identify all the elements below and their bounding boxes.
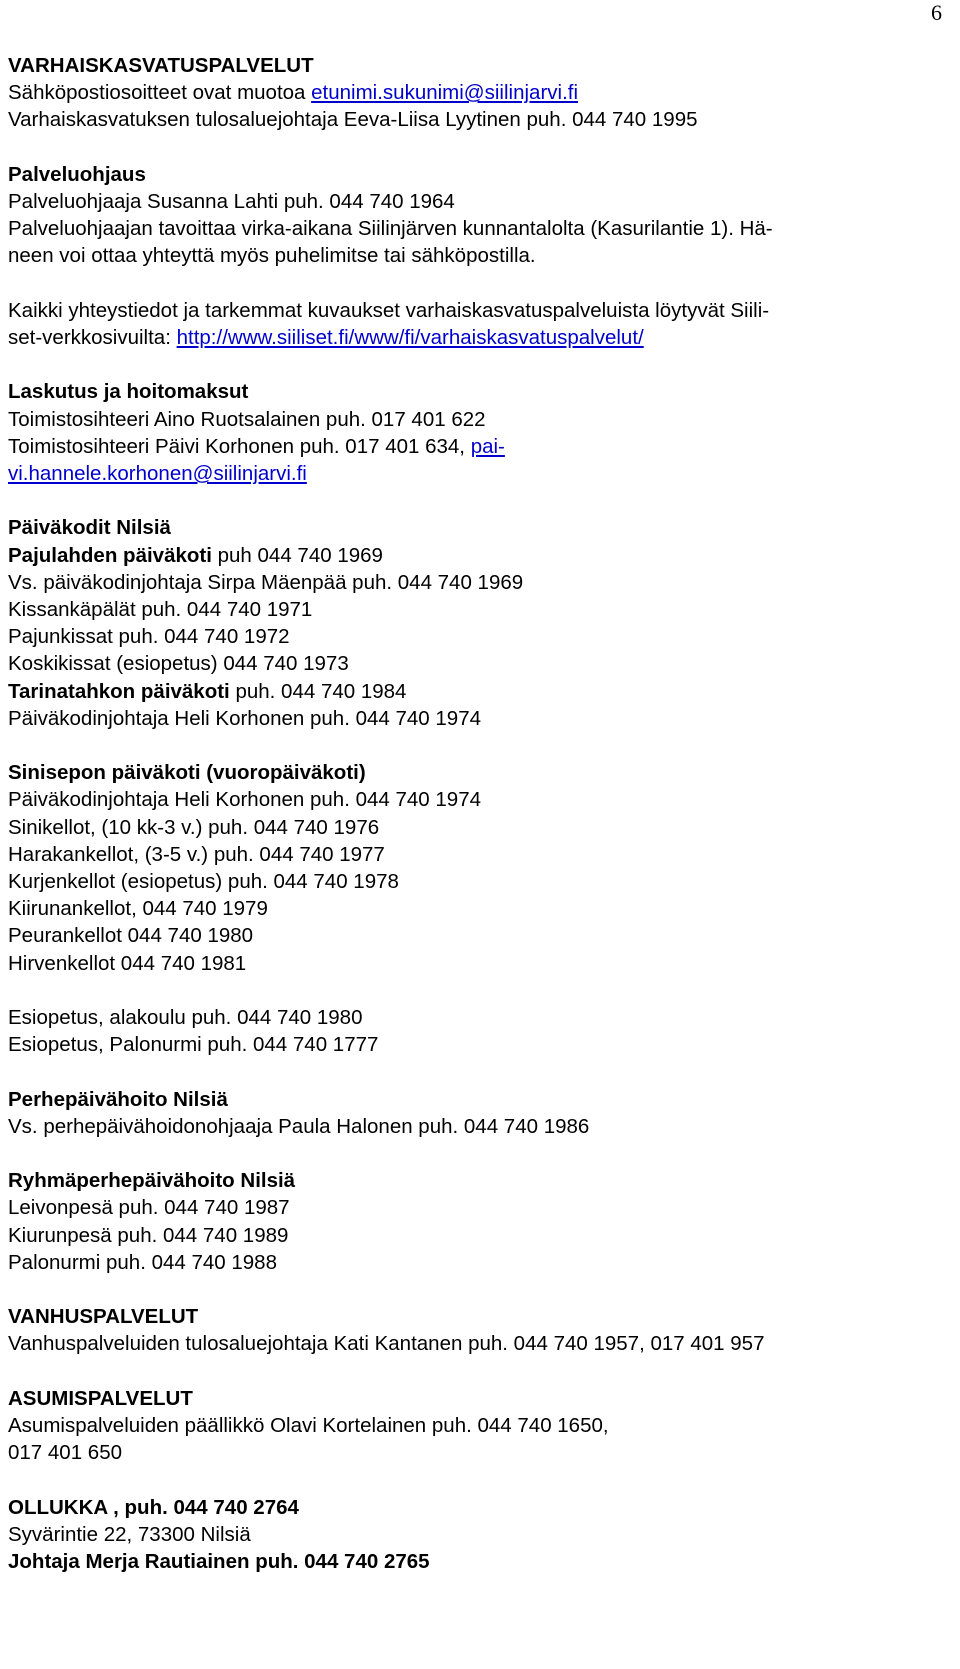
palonurmi-line: Palonurmi puh. 044 740 1988 (8, 1250, 277, 1274)
pajulahti-phone: puh 044 740 1969 (211, 543, 383, 567)
laskutus-line-2 (8, 433, 948, 460)
hirvenkellot-line: Hirvenkellot 044 740 1981 (8, 951, 247, 975)
laskutus-line-1: Toimistosihteeri Aino Ruotsalainen puh. 017 401 622 (8, 407, 486, 431)
section-heading-ryhmaperhepaivahoito: Ryhmäperhepäivähoito Nilsiä (8, 1169, 296, 1193)
pajulahti-name: Pajulahden päiväkoti (8, 543, 212, 567)
all-contacts-line-1: Kaikki yhteystiedot ja tarkemmat kuvaukset varhaiskasvatuspalveluista löytyvät Siili- (8, 298, 770, 322)
varhaiskasvatus-director: Varhaiskasvatuksen tulosaluejohtaja Eeva-Liisa Lyytinen puh. 044 740 1995 (8, 108, 698, 132)
kurjenkellot-line: Kurjenkellot (esiopetus) puh. 044 740 1978 (8, 870, 399, 894)
section-heading-palveluohjaus: Palveluohjaus (8, 162, 146, 186)
all-contacts-text: set-verkkosivuilta: (8, 326, 177, 349)
korhonen-email-link-part-2[interactable]: vi.hannele.korhonen@siilinjarvi.fi (8, 462, 307, 485)
section-heading-perhepaivahoito: Perhepäivähoito Nilsiä (8, 1087, 228, 1111)
korhonen-email-link-part-1[interactable]: pai- (470, 434, 505, 458)
kissankapalat-line: Kissankäpälät puh. 044 740 1971 (8, 598, 313, 621)
laskutus-line-2-text: Toimistosihteeri Päivi Korhonen puh. 017 401 634, (8, 434, 471, 458)
sinisepon-johtaja: Päiväkodinjohtaja Heli Korhonen puh. 044 740 1974 (8, 788, 482, 812)
tarinatahko-name: Tarinatahkon päiväkoti (8, 679, 230, 703)
document-body (8, 52, 948, 1575)
email-format-intro: Sähköpostiosoitteet ovat muotoa (8, 81, 312, 105)
page-number: 6 (931, 0, 942, 25)
kiurunpesa-line: Kiurunpesä puh. 044 740 1989 (8, 1223, 289, 1247)
section-heading-ollukka: OLLUKKA , puh. 044 740 2764 (8, 1495, 299, 1519)
section-heading-varhaiskasvatus: VARHAISKASVATUSPALVELUT (8, 54, 314, 77)
tarinatahko-line (8, 678, 948, 705)
asumispalvelut-line-2: 017 401 650 (8, 1441, 123, 1465)
ollukka-johtaja: Johtaja Merja Rautiainen puh. 044 740 2765 (8, 1550, 430, 1573)
section-heading-vanhuspalvelut: VANHUSPALVELUT (8, 1305, 199, 1329)
section-heading-laskutus: Laskutus ja hoitomaksut (8, 380, 249, 404)
tarinatahko-phone: puh. 044 740 1984 (229, 679, 407, 703)
ollukka-address: Syvärintie 22, 73300 Nilsiä (8, 1522, 251, 1546)
section-heading-asumispalvelut: ASUMISPALVELUT (8, 1386, 193, 1410)
esiopetus-palonurmi: Esiopetus, Palonurmi puh. 044 740 1777 (8, 1033, 379, 1057)
perhepaivahoito-line-1: Vs. perhepäivähoidonohjaaja Paula Halonen puh. 044 740 1986 (8, 1114, 590, 1138)
peurankellot-line: Peurankellot 044 740 1980 (8, 924, 254, 948)
website-link[interactable]: http://www.siiliset.fi/www/fi/varhaiskasvatuspalvelut/ (176, 326, 644, 349)
sinikellot-line: Sinikellot, (10 kk-3 v.) puh. 044 740 1976 (8, 815, 380, 839)
tarinatahko-johtaja: Päiväkodinjohtaja Heli Korhonen puh. 044 740 1974 (8, 706, 482, 730)
pajunkissat-line: Pajunkissat puh. 044 740 1972 (8, 625, 290, 649)
esiopetus-alakoulu: Esiopetus, alakoulu puh. 044 740 1980 (8, 1006, 363, 1030)
pajulahti-line (8, 542, 948, 569)
vanhuspalvelut-line-1: Vanhuspalveluiden tulosaluejohtaja Kati Kantanen puh. 044 740 1957, 017 401 957 (8, 1332, 765, 1356)
asumispalvelut-line-1: Asumispalveluiden päällikkö Olavi Kortelainen puh. 044 740 1650, (8, 1414, 609, 1437)
all-contacts-line-2 (8, 324, 948, 351)
email-format-line (8, 79, 948, 106)
leivonpesa-line: Leivonpesä puh. 044 740 1987 (8, 1196, 290, 1220)
kiirunankellot-line: Kiirunankellot, 044 740 1979 (8, 897, 268, 921)
section-heading-sinisepon: Sinisepon päiväkoti (vuoropäiväkoti) (8, 761, 366, 785)
section-heading-paivakodit-nilsia: Päiväkodit Nilsiä (8, 516, 171, 540)
email-format-link[interactable]: etunimi.sukunimi@siilinjarvi.fi (311, 81, 579, 105)
palveluohjaus-line-1: Palveluohjaaja Susanna Lahti puh. 044 740 1964 (8, 190, 455, 213)
palveluohjaus-line-2: Palveluohjaajan tavoittaa virka-aikana Siilinjärven kunnantalolta (Kasurilantie 1). Hä- (8, 217, 773, 241)
palveluohjaus-line-3: neen voi ottaa yhteyttä myös puhelimitse tai sähköpostilla. (8, 244, 536, 268)
pajulahti-vs-johtaja: Vs. päiväkodinjohtaja Sirpa Mäenpää puh. 044 740 1969 (8, 570, 524, 594)
koskikissat-line: Koskikissat (esiopetus) 044 740 1973 (8, 652, 349, 676)
harakankellot-line: Harakankellot, (3-5 v.) puh. 044 740 1977 (8, 842, 385, 866)
laskutus-line-3 (8, 460, 948, 487)
